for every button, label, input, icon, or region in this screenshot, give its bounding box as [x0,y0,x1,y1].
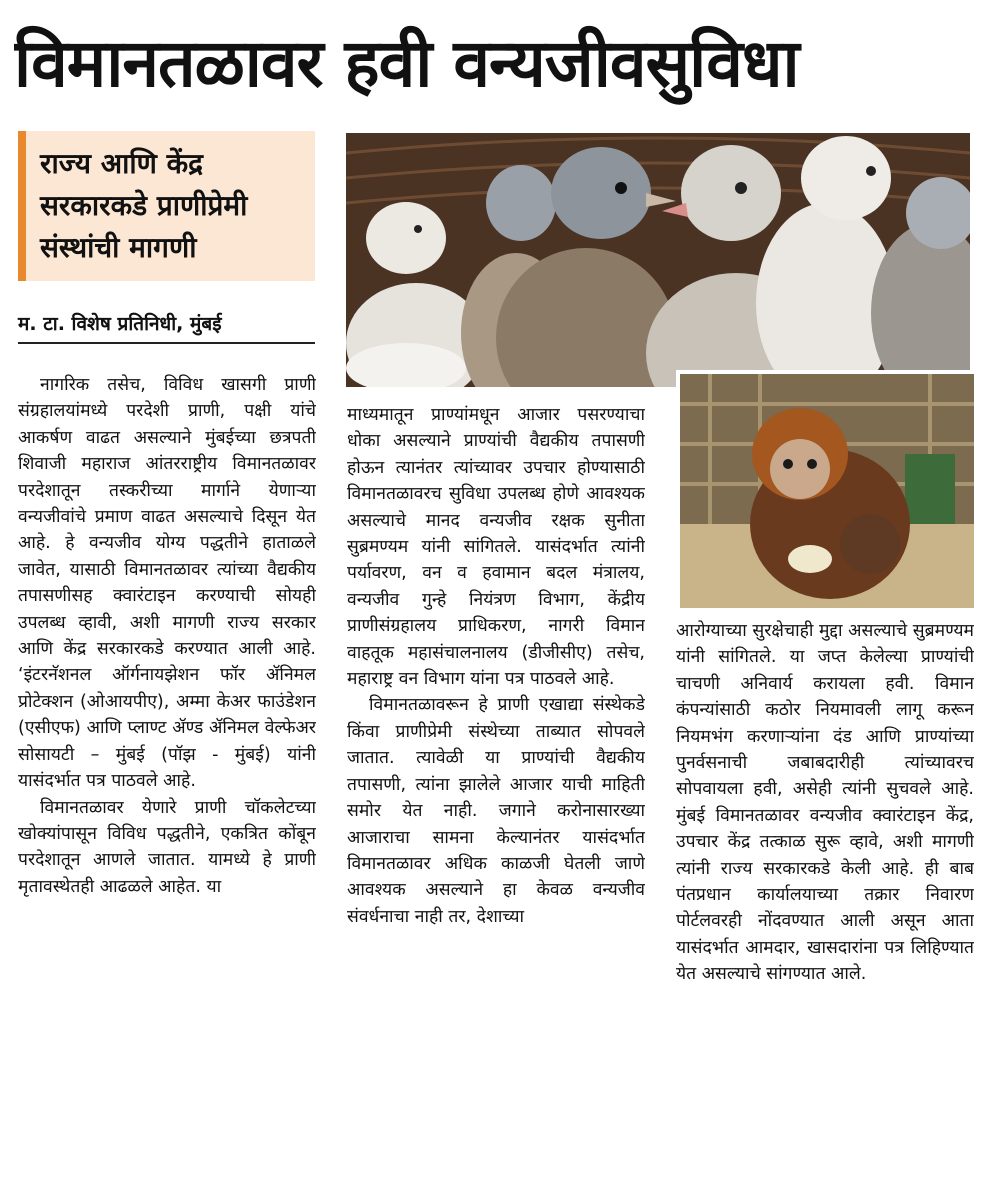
langur-photo [676,370,974,608]
article-column-2 [347,402,645,1172]
accent-bar [18,131,26,281]
langur-illustration [680,374,974,608]
headline: विमानतळावर हवी वन्यजीवसुविधा [14,25,799,102]
paragraph: विमानतळावर येणारे प्राणी चॉकलेटच्या खोक्यांपासून विविध पद्धतीने, एकत्रित कोंबून परदेशातून आणले जातात. यामध्ये हे प्राणी मृतावस्थेतही आढळले आहेत. या [18,797,316,897]
doves-photo [346,133,970,387]
paragraph: आरोग्याच्या सुरक्षेचाही मुद्दा असल्याचे सुब्रमण्यम यांनी सांगितले. या जप्त केलेल्या प्राण्यांची चाचणी अनिवार्य करायला हवी. विमान कंपन्यांसाठी कठोर नियमावली लागू करून नियमभंग करणाऱ्यांना दंड आणि प्राण्यांच्या पुनर्वसनाची जबाबदारीही त्यांच्यावरच सोपवायला हवी, असेही त्यांनी सुचवले आहे. मुंबई विमानतळावर वन्यजीव क्वारंटाइन केंद्र, उपचार केंद्र तत्काळ सुरू व्हावे, अशी मागणी त्यांनी राज्य सरकारकडे केली आहे. ही बाब पंतप्रधान कार्यालयाच्या तक्रार निवारण पोर्टलवरही नोंदवण्यात आली असून आता यासंदर्भात आमदार, खासदारांना पत्र लिहिण्यात येत असल्याचे सांगण्यात आले. [676,621,974,985]
subhead: राज्य आणि केंद्र सरकारकडे प्राणीप्रेमी संस्थांची मागणी [40,147,248,264]
article-column-1 [18,372,316,1172]
subhead-box [18,131,315,281]
doves-illustration [346,133,970,387]
byline: म. टा. विशेष प्रतिनिधी, मुंबई [18,304,315,344]
paragraph: नागरिक तसेच, विविध खासगी प्राणी संग्रहालयांमध्ये परदेशी प्राणी, पक्षी यांचे आकर्षण वाढत असल्याने मुंबईच्या छत्रपती शिवाजी महाराज आंतरराष्ट्रीय विमानतळावर परदेशातून तस्करीच्या मार्गाने येणाऱ्या वन्यजीवांचे प्रमाण वाढत असल्याचे दिसून येत आहे. हे वन्यजीव योग्य पद्धतीने हाताळले जावेत, यासाठी विमानतळावर त्यांच्या वैद्यकीय तपासणीसह क्वारंटाइन करण्याची सोयही उपलब्ध व्हावी, अशी मागणी राज्य सरकार आणि केंद्र सरकारकडे करण्यात आली आहे. ‘इंटरनॅशनल ऑर्गनायझेशन फॉर ॲनिमल प्रोटेक्शन (ओआयपीए), अम्मा केअर फाउंडेशन (एसीएफ) आणि प्लाण्ट ॲण्ड ॲनिमल वेल्फेअर सोसायटी – मुंबई (पॉझ - मुंबई) यांनी यासंदर्भात पत्र पाठवले आहे. [18,375,316,792]
paragraph: माध्यमातून प्राण्यांमधून आजार पसरण्याचा धोका असल्याने प्राण्यांची वैद्यकीय तपासणी होऊन त्यानंतर त्यांच्यावर उपचार होण्यासाठी विमानतळावरच सुविधा उपलब्ध होणे आवश्यक असल्याचे मानद वन्यजीव रक्षक सुनीता सुब्रमण्यम यांनी सांगितले. यासंदर्भात त्यांनी पर्यावरण, वन व हवामान बदल मंत्रालय, वन्यजीव गुन्हे नियंत्रण विभाग, केंद्रीय प्राणीसंग्रहालय प्राधिकरण, नागरी विमान वाहतूक महासंचालनालय (डीजीसीए) तसेच, महाराष्ट्र वन विभाग यांना पत्र पाठवले आहे. [347,405,645,690]
article-column-3 [676,618,974,1172]
paragraph: विमानतळावरून हे प्राणी एखाद्या संस्थेकडे किंवा प्राणीप्रेमी संस्थेच्या ताब्यात सोपवले जातात. त्यावेळी या प्राण्यांची वैद्यकीय तपासणी, त्यांना झालेले आजार याची माहिती समोर येत नाही. जगाने करोनासारख्या आजाराचा सामना केल्यानंतर यासंदर्भात विमानतळावर अधिक काळजी घेतली जाणे आवश्यक असल्याने हा केवळ वन्यजीव संवर्धनाचा नाही तर, देशाच्या [347,695,645,927]
